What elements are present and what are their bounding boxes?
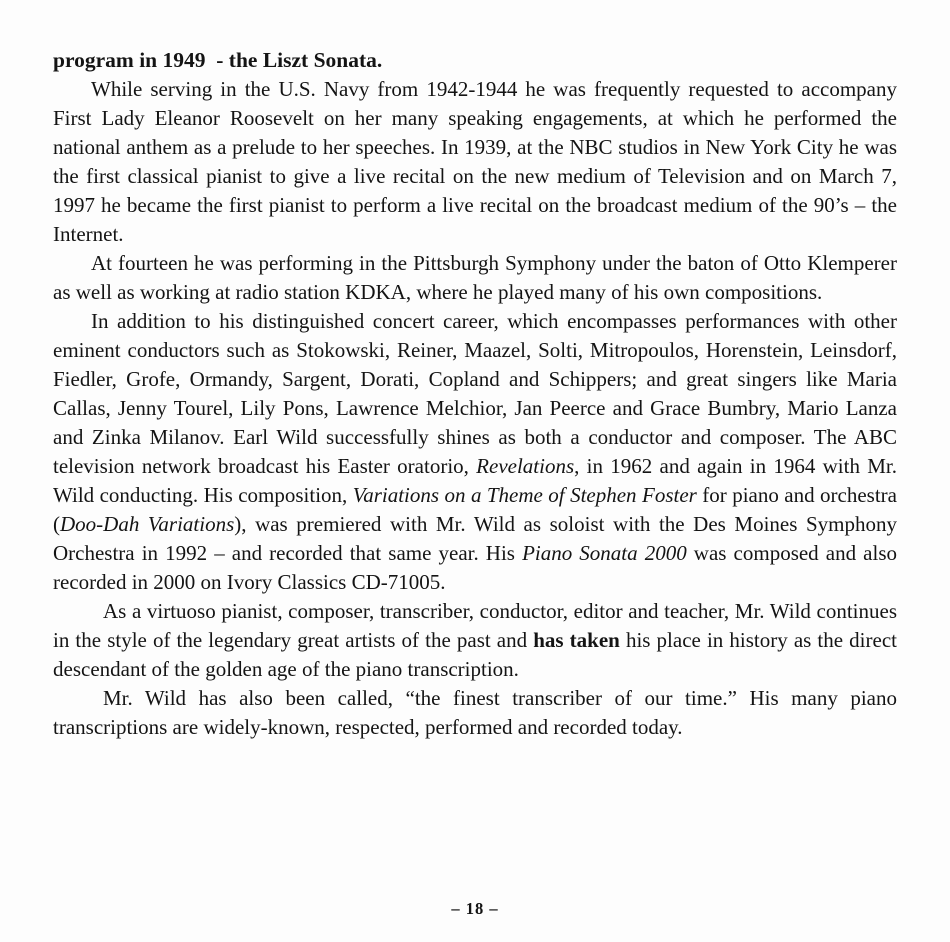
paragraph-navy	[53, 75, 897, 249]
page-number: – 18 –	[451, 899, 499, 918]
text-run: While serving in the U.S. Navy from 1942-1944 he was frequently requested to accompany First Lady Eleanor Roosevelt on her many speaking engagements, at which he performed the national anthem as a prelude to her speeches. In 1939, at the NBC studios in New York City he was the first classical pianist to give a live recital on the new medium of Television and on March 7, 1997 he became the first pianist to perform a live recital on the broadcast medium of the 90’s – the Internet.	[53, 77, 897, 246]
text-run: for piano and orchestra (	[53, 483, 897, 536]
bold-text: program in 1949 - the Liszt Sonata.	[53, 48, 383, 72]
text-run: As a virtuoso pianist, composer, transcriber, conductor, editor and teacher, Mr. Wild continues in the style of the legendary great artists of the past and	[53, 599, 897, 652]
paragraph-virtuoso	[53, 597, 897, 684]
text-run: In addition to his distinguished concert career, which encompasses performances with other eminent conductors such as Stokowski, Reiner, Maazel, Solti, Mitropoulos, Horenstein, Leinsdorf, Fiedler, Grofe, Ormandy, Sargent, Dorati, Copland and Schippers; and great singers like Maria Callas, Jenny Tourel, Lily Pons, Lawrence Melchior, Jan Peerce and Grace Bumbry, Mario Lanza and Zinka Milanov. Earl Wild successfully shines as both a conductor and composer. The ABC television network broadcast his Easter oratorio,	[53, 309, 897, 478]
text-run: , in 1962 and again in 1964 with Mr. Wild conducting. His composition,	[53, 454, 897, 507]
italic-text: Revelations	[476, 454, 575, 478]
text-run: At fourteen he was performing in the Pittsburgh Symphony under the baton of Otto Klemperer as well as working at radio station KDKA, where he played many of his own compositions.	[53, 251, 897, 304]
italic-text: Variations on a Theme of Stephen Foster	[352, 483, 697, 507]
text-run: ), was premiered with Mr. Wild as soloist with the Des Moines Symphony Orchestra in 1992 – and recorded that same year. His	[53, 512, 897, 565]
italic-text: Piano Sonata 2000	[522, 541, 687, 565]
text-run: his place in history as the direct descendant of the golden age of the piano transcription.	[53, 628, 897, 681]
heading-line	[53, 46, 897, 75]
bold-text: has taken	[533, 628, 620, 652]
text-run: was composed and also recorded in 2000 on Ivory Classics CD-71005.	[53, 541, 897, 594]
body-text	[53, 46, 897, 742]
paragraph-fourteen	[53, 249, 897, 307]
italic-text: Doo-Dah Variations	[60, 512, 235, 536]
paragraph-transcriber	[53, 684, 897, 742]
text-run: Mr. Wild has also been called, “the finest transcriber of our time.” His many piano transcriptions are widely-known, respected, performed and recorded today.	[53, 686, 897, 739]
paragraph-career	[53, 307, 897, 597]
